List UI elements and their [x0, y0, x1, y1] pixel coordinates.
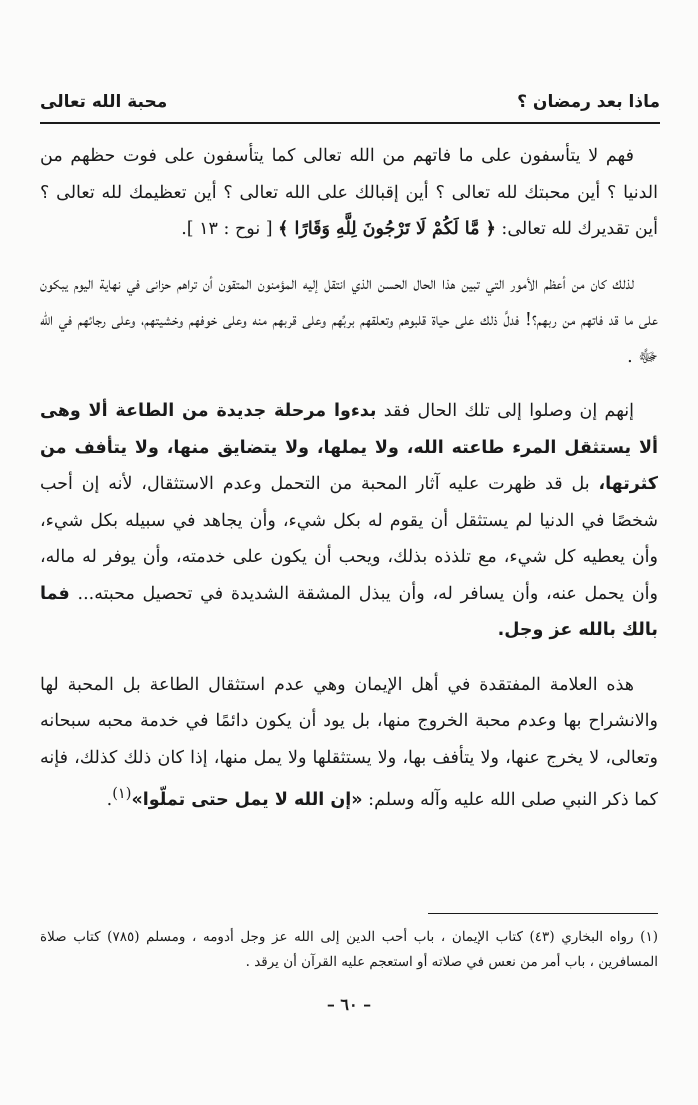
- chapter-title: محبة الله تعالى: [40, 92, 168, 112]
- book-title: ماذا بعد رمضان ؟: [517, 92, 660, 112]
- paragraph-4-text: هذه العلامة المفتقدة في أهل الإيمان وهي عدم استثقال الطاعة بل المحبة لها والانشراح بها وعدم محبة الخروج منها، بل يود أن يكون دائمًا في خدمة محبه سبحانه وتعالى، لا يخرج عنها، ولا يتأفف بها، ولا يستثقلها ولا يمل منها، إذا كان ذلك كذلك، فإنه كما ذكر النبي صلى الله عليه وآله وسلم:: [40, 674, 658, 810]
- paragraph-3-bold-a: بدءوا مرحلة جديدة من الطاعة ألا وهى ألا يستثقل المرء طاعته الله، ولا يملها، ولا يتضايق منها، ولا يتأفف من كثرتها،: [40, 401, 658, 494]
- footnote-1: (١) رواه البخاري (٤٣) كتاب الإيمان ، باب أحب الدين إلى الله عز وجل أدومه ، ومسلم (٧٨٥) كتاب صلاة المسافرين ، باب أمر من نعس في صلاته أو استعجم عليه القرآن أن يرقد .: [40, 929, 658, 970]
- paragraph-3-text-b: بل قد ظهرت عليه آثار المحبة من التحمل وعدم الاستثقال، لأنه إن أحب شخصًا في الدنيا لم يستثقل أن يقوم له بكل شيء، وأن يجاهد في سبيله بكل شيء، وأن يعطيه كل شيء، مع تلذذه بذلك، ويحب أن يكون على خدمته، وأن يوفر له ماله، وأن يحمل عنه، وأن يسافر له، وأن يبذل المشقة الشديدة في تحصيل محبته...: [40, 474, 658, 604]
- paragraph-3-text-a: إنهم إن وصلوا إلى تلك الحال فقد: [376, 401, 634, 421]
- paragraph-3-bold-b: فما بالك بالله عز وجل.: [40, 583, 658, 640]
- quran-verse: ﴿ مَّا لَكُمْ لَا تَرْجُونَ لِلَّهِ وَقَارًا ﴾: [278, 219, 496, 239]
- footnotes: [40, 925, 658, 975]
- main-text: [40, 138, 658, 818]
- paragraph-1-text: فهم لا يتأسفون على ما فاتهم من الله تعالى كما يتأسفون على فوت حظهم من الدنيا ؟ أين محبتك لله تعالى ؟ أين إقبالك على الله تعالى ؟ أين تعظيمك لله تعالى ؟ أين تقديرك لله تعالى:: [40, 146, 658, 239]
- hadith-quote: «إن الله لا يمل حتى تملّوا»: [131, 789, 363, 810]
- page-number: – ٦٠ –: [326, 995, 372, 1014]
- footnote-marker: (١): [112, 785, 132, 802]
- paragraph-2-text: لذلك كان من أعظم الأمور التي تبين هذا الحال الحسن الذي انتقل إليه المؤمنون المتقون أن تراهم حزانى في نهاية اليوم يبكون على ما قد فاتهم من ربهم؟! فدلَّ ذلك على حياة قلبوهم وتعلقهم بربِّهم وعلى قربهم منه وعلى خوفهم وخشيتهم، وعلى رجائهم في الله ﷻ .: [40, 273, 658, 367]
- paragraph-4: هذه العلامة المفتقدة في أهل الإيمان وهي عدم استثقال الطاعة بل المحبة لها والانشراح بها وعدم محبة الخروج منها، بل يود أن يكون دائمًا في خدمة محبه سبحانه وتعالى، لا يخرج عنها، ولا يتأفف بها، ولا يستثقلها ولا يمل منها، إذا كان ذلك كذلك، فإنه كما ذكر النبي صلى الله عليه وآله وسلم: «إن الله لا يمل حتى تملّوا»$^{(١)}$.: [40, 674, 658, 810]
- running-header: [40, 88, 660, 122]
- verse-reference: [ نوح : ١٣ ].: [181, 219, 279, 239]
- paragraph-2: [40, 266, 658, 376]
- footnote-rule: [428, 913, 658, 914]
- paragraph-3: [40, 393, 658, 649]
- header-rule: [40, 122, 660, 124]
- paragraph-1: [40, 138, 658, 248]
